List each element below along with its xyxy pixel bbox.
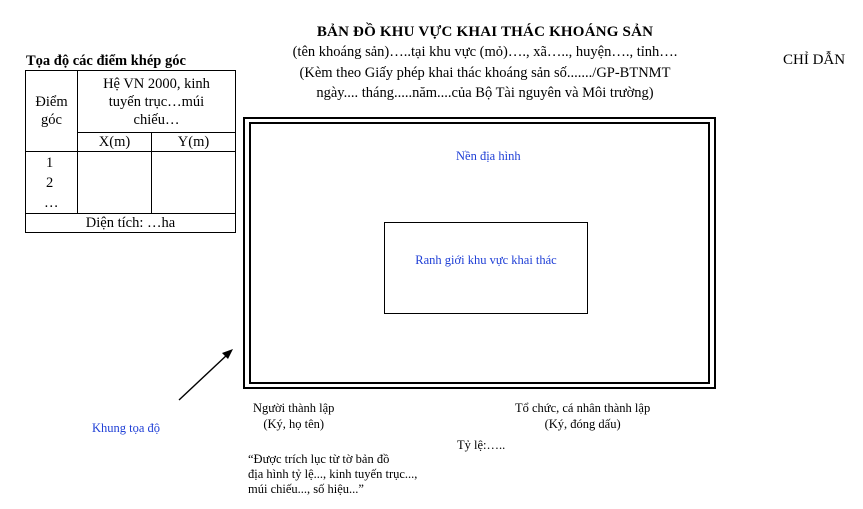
x-column-header: X(m) bbox=[78, 133, 152, 152]
subtitle-line-2: (Kèm theo Giấy phép khai thác khoáng sản số......./GP-BTNMT bbox=[299, 65, 671, 81]
point-2: 2 bbox=[46, 175, 54, 191]
point-more: … bbox=[44, 195, 59, 211]
organization-sign-note: (Ký, đóng dấu) bbox=[544, 417, 621, 431]
legend-title: CHỈ DẪN bbox=[783, 52, 846, 68]
relief-label: Nền địa hình bbox=[456, 149, 521, 163]
scale-text: Tỷ lệ:….. bbox=[457, 438, 506, 452]
frame-pointer-arrow-icon bbox=[170, 345, 240, 405]
point-1: 1 bbox=[46, 155, 54, 171]
boundary-label: Ranh giới khu vực khai thác bbox=[415, 253, 557, 267]
point-list-cell bbox=[26, 152, 78, 214]
point-column-header bbox=[26, 71, 78, 152]
point-header-line-1: Điểm bbox=[35, 94, 68, 110]
subtitle-line-3: ngày.... tháng.....năm....của Bộ Tài nguyên và Môi trường) bbox=[316, 85, 654, 101]
mining-boundary-box bbox=[384, 222, 588, 314]
organization-block bbox=[515, 400, 650, 432]
system-line-3: chiếu… bbox=[133, 111, 180, 128]
author-sign-note: (Ký, họ tên) bbox=[263, 417, 325, 431]
organization-title: Tổ chức, cá nhân thành lập bbox=[515, 401, 651, 415]
area-cell: Diện tích: …ha bbox=[26, 214, 236, 233]
source-note-line-2: địa hình tỷ lệ..., kinh tuyến trục..., bbox=[248, 467, 418, 481]
map-title: BẢN ĐỒ KHU VỰC KHAI THÁC KHOÁNG SẢN bbox=[316, 24, 654, 40]
frame-label: Khung tọa độ bbox=[92, 421, 161, 435]
system-line-2: tuyến trục…múi bbox=[108, 93, 205, 110]
source-note bbox=[248, 452, 417, 497]
point-header-line-2: góc bbox=[41, 112, 62, 128]
author-block bbox=[253, 400, 334, 432]
system-line-1: Hệ VN 2000, kinh bbox=[103, 75, 210, 92]
source-note-line-1: “Được trích lục từ tờ bản đồ bbox=[248, 452, 390, 466]
author-title: Người thành lập bbox=[253, 401, 335, 415]
coord-table bbox=[25, 70, 236, 233]
y-values-cell bbox=[152, 152, 236, 214]
y-column-header: Y(m) bbox=[152, 133, 236, 152]
source-note-line-3: múi chiếu..., số hiệu...” bbox=[248, 482, 364, 496]
coord-system-header bbox=[78, 71, 236, 133]
subtitle-line-1: (tên khoáng sản)…..tại khu vực (mỏ)…., xã….., huyện…., tỉnh…. bbox=[292, 44, 678, 60]
coord-table-title: Tọa độ các điểm khép góc bbox=[26, 53, 186, 69]
x-values-cell bbox=[78, 152, 152, 214]
